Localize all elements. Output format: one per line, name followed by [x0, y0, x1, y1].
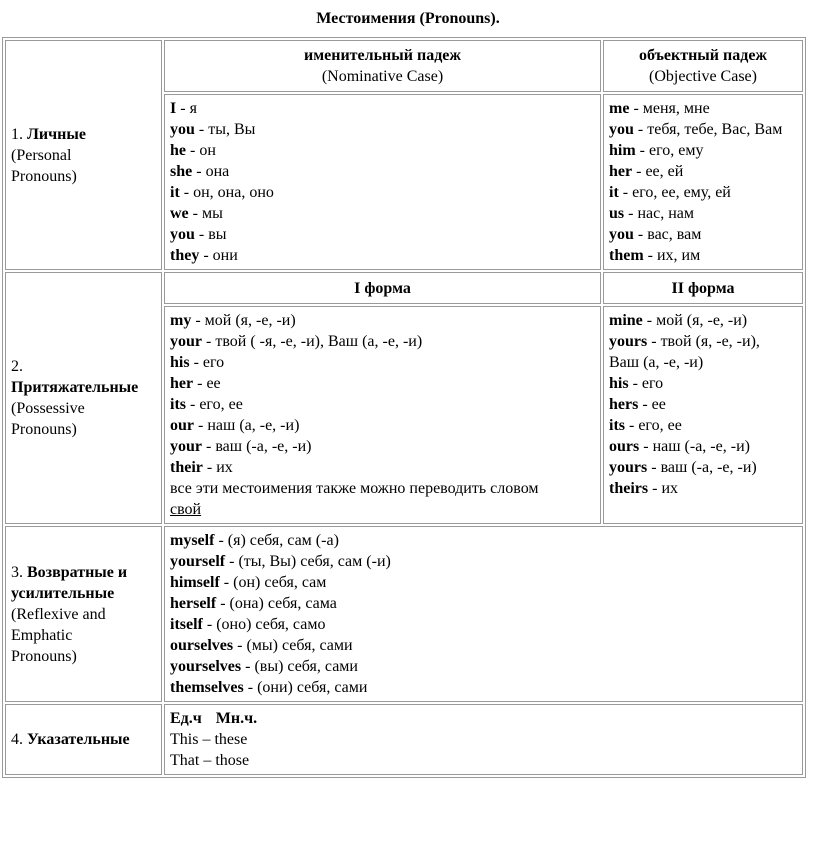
pronoun-word: itself	[170, 616, 203, 633]
pronoun-entry	[609, 436, 797, 457]
pronoun-translation: - он	[186, 142, 216, 159]
pronoun-word: its	[609, 417, 625, 434]
reflexive-row	[5, 526, 803, 702]
pronoun-translation: - (оно) себя, само	[202, 616, 326, 633]
pronoun-entry	[609, 310, 797, 331]
section-english: Pronouns)	[11, 167, 77, 185]
pronoun-entry	[170, 182, 595, 203]
pronoun-entry	[170, 551, 797, 572]
pronoun-entry	[170, 310, 595, 331]
pronoun-translation: - (она) себя, сама	[216, 595, 337, 612]
pronoun-word: ours	[609, 438, 640, 455]
pronoun-entry	[170, 98, 595, 119]
personal-label-cell	[5, 40, 162, 270]
pronoun-word: hers	[609, 396, 639, 413]
possessive-head-row	[5, 272, 803, 304]
pronoun-entry	[609, 245, 797, 266]
pronoun-translation: - их	[202, 459, 233, 476]
pronoun-translation: - твой (я, -е, -и),	[647, 333, 760, 350]
pronoun-word: yourself	[170, 553, 226, 570]
possessive-note: все эти местоимения также можно переводить словом	[170, 480, 539, 497]
pronoun-translation: - мой (я, -е, -и)	[191, 312, 296, 329]
pronoun-word: you	[170, 226, 195, 243]
pronoun-translation: - я	[176, 100, 197, 117]
section-name: Указательные	[27, 731, 130, 748]
pronoun-translation: - его	[628, 375, 664, 392]
pronoun-entry	[609, 457, 797, 478]
pronoun-entry	[170, 161, 595, 182]
pronoun-word: its	[170, 396, 186, 413]
pronoun-translation: - нас, нам	[624, 205, 695, 222]
section-number: 1.	[11, 125, 23, 143]
pronoun-translation: - (они) себя, сами	[243, 679, 368, 696]
pronoun-word: you	[609, 226, 634, 243]
column-title: объектный падеж	[638, 47, 768, 64]
pronoun-entry	[170, 224, 595, 245]
demonstrative-pair: That – those	[170, 752, 250, 769]
pronoun-translation: - их	[648, 480, 678, 497]
page-title: Местоимения (Pronouns).	[316, 10, 500, 27]
pronoun-translation: - его, ее	[625, 417, 682, 434]
pronoun-translation: - (ты, Вы) себя, сам (-и)	[225, 553, 391, 570]
pronoun-word: our	[170, 417, 194, 434]
objective-header	[603, 40, 803, 92]
section-english: Pronouns)	[11, 421, 77, 438]
section-number: 2.	[11, 358, 23, 375]
pronoun-entry	[609, 140, 797, 161]
column-title: именительный падеж	[304, 47, 461, 64]
pronoun-translation: - (он) себя, сам	[219, 574, 327, 591]
pronoun-entry	[170, 245, 595, 266]
pronoun-translation: - ваш (-а, -е, -и)	[202, 438, 312, 455]
pronoun-word: theirs	[609, 480, 649, 497]
pronoun-word: ourselves	[170, 637, 234, 654]
pronoun-word: himself	[170, 574, 220, 591]
nominative-header	[164, 40, 601, 92]
pronoun-translation: - она	[192, 163, 230, 180]
pronoun-entry	[609, 478, 797, 499]
pronoun-entry	[609, 352, 797, 373]
pronoun-word: their	[170, 459, 203, 476]
pronoun-word: themselves	[170, 679, 244, 696]
pronoun-translation: - их, им	[643, 247, 701, 264]
pronoun-word: my	[170, 312, 192, 329]
personal-head-row	[5, 40, 803, 92]
pronoun-entry	[609, 415, 797, 436]
pronoun-word: them	[609, 247, 644, 264]
pronoun-entry	[170, 614, 797, 635]
pronoun-word: his	[170, 354, 190, 371]
form1-header	[164, 272, 601, 304]
pronoun-translation: - наш (а, -е, -и)	[194, 417, 300, 434]
pronoun-translation: - (я) себя, сам (-а)	[214, 532, 339, 549]
pronoun-entry	[170, 530, 797, 551]
pronoun-entry	[170, 331, 595, 352]
column-title: I форма	[354, 279, 411, 297]
pronoun-translation: - тебя, тебе, Вас, Вам	[633, 121, 783, 138]
reflexive-list	[164, 526, 803, 702]
pronoun-translation: - меня, мне	[629, 100, 710, 117]
section-name: Притяжательные	[11, 379, 139, 396]
pronoun-translation: - ее, ей	[632, 163, 684, 180]
section-english: (Personal	[11, 146, 72, 164]
pronoun-entry	[170, 436, 595, 457]
pronoun-entry	[609, 224, 797, 245]
pronoun-word: your	[170, 333, 202, 350]
pronoun-translation: - мой (я, -е, -и)	[642, 312, 748, 329]
reflexive-label-cell	[5, 526, 162, 702]
pronoun-translation: - его, ее	[186, 396, 243, 413]
pronoun-entry	[170, 352, 595, 373]
form1-cell	[164, 306, 601, 524]
pronoun-entry	[170, 373, 595, 394]
pronoun-entry	[170, 119, 595, 140]
pronoun-entry	[609, 373, 797, 394]
pronoun-word: him	[609, 142, 636, 159]
pronoun-entry	[170, 635, 797, 656]
pronoun-entry	[609, 119, 797, 140]
possessive-label-cell	[5, 272, 162, 524]
pronoun-translation: - ты, Вы	[194, 121, 256, 138]
pronoun-entry	[170, 394, 595, 415]
pronoun-word: mine	[609, 312, 643, 329]
form2-header	[603, 272, 803, 304]
pronoun-word: I	[170, 100, 177, 117]
demonstrative-pair: This – these	[170, 731, 248, 748]
pronoun-entry	[170, 656, 797, 677]
pronoun-translation: - его	[189, 354, 225, 371]
pronoun-word: they	[170, 247, 200, 264]
pronouns-table	[2, 37, 806, 778]
pronoun-entry	[170, 457, 595, 478]
pronoun-translation: Ваш (а, -е, -и)	[609, 354, 704, 371]
pronoun-entry	[609, 182, 797, 203]
demonstrative-row	[5, 704, 803, 775]
column-title: II форма	[671, 279, 735, 297]
section-number: 4.	[11, 731, 23, 748]
pronoun-entry	[170, 415, 595, 436]
pronoun-entry	[170, 572, 797, 593]
pronoun-word: you	[609, 121, 634, 138]
pronoun-translation: - вы	[194, 226, 227, 243]
pronoun-translation: - вас, вам	[633, 226, 702, 243]
pronoun-translation: - мы	[188, 205, 223, 222]
pronoun-translation: - (вы) себя, сами	[241, 658, 358, 675]
pronoun-entry	[609, 394, 797, 415]
pronoun-word: his	[609, 375, 629, 392]
section-number: 3.	[11, 563, 23, 581]
pronoun-word: your	[170, 438, 202, 455]
section-english: Emphatic	[11, 626, 73, 644]
pronoun-translation: - твой ( -я, -е, -и), Ваш (а, -е, -и)	[202, 333, 423, 350]
pronoun-translation: - они	[199, 247, 238, 264]
pronoun-word: yours	[609, 333, 648, 350]
pronoun-translation: - ее	[193, 375, 221, 392]
section-english: (Possessive	[11, 400, 85, 417]
pronoun-word: you	[170, 121, 195, 138]
pronoun-word: her	[609, 163, 633, 180]
possessive-note-word: свой	[170, 501, 202, 518]
pronoun-word: we	[170, 205, 189, 222]
section-english: Pronouns)	[11, 647, 77, 665]
pronoun-word: it	[609, 184, 619, 201]
section-name: Возвратные и	[27, 563, 128, 581]
pronoun-entry	[170, 677, 797, 698]
pronoun-entry	[609, 98, 797, 119]
pronoun-translation: - ее	[638, 396, 666, 413]
nominative-list	[164, 94, 601, 270]
pronoun-translation: - наш (-а, -е, -и)	[639, 438, 750, 455]
pronoun-word: yours	[609, 459, 648, 476]
pronoun-entry	[609, 161, 797, 182]
pronoun-entry	[609, 203, 797, 224]
pronoun-translation: - ваш (-а, -е, -и)	[647, 459, 757, 476]
form2-list	[603, 306, 803, 524]
section-english: (Reflexive and	[11, 605, 106, 623]
pronoun-entry	[170, 140, 595, 161]
pronoun-word: she	[170, 163, 193, 180]
pronoun-entry	[609, 331, 797, 352]
pronoun-translation: - он, она, оно	[179, 184, 274, 201]
pronoun-entry	[170, 593, 797, 614]
pronoun-word: her	[170, 375, 194, 392]
section-name: усилительные	[11, 584, 115, 602]
demonstrative-cell	[164, 704, 803, 775]
pronoun-word: me	[609, 100, 630, 117]
demonstrative-label-cell	[5, 704, 162, 775]
pronoun-word: he	[170, 142, 186, 159]
column-subtitle: (Nominative Case)	[321, 68, 444, 85]
column-subtitle: (Objective Case)	[649, 68, 757, 85]
pronoun-word: us	[609, 205, 625, 222]
section-name: Личные	[27, 125, 86, 143]
pronoun-word: herself	[170, 595, 217, 612]
pronoun-word: it	[170, 184, 180, 201]
pronoun-translation: - (мы) себя, сами	[233, 637, 353, 654]
pronoun-word: yourselves	[170, 658, 242, 675]
singular-heading: Ед.ч	[170, 710, 202, 727]
pronoun-translation: - его, ее, ему, ей	[618, 184, 731, 201]
plural-heading: Мн.ч.	[215, 710, 258, 727]
pronoun-translation: - его, ему	[635, 142, 704, 159]
pronoun-word: myself	[170, 532, 215, 549]
objective-list	[603, 94, 803, 270]
pronoun-entry	[170, 203, 595, 224]
form1-list	[170, 310, 595, 478]
